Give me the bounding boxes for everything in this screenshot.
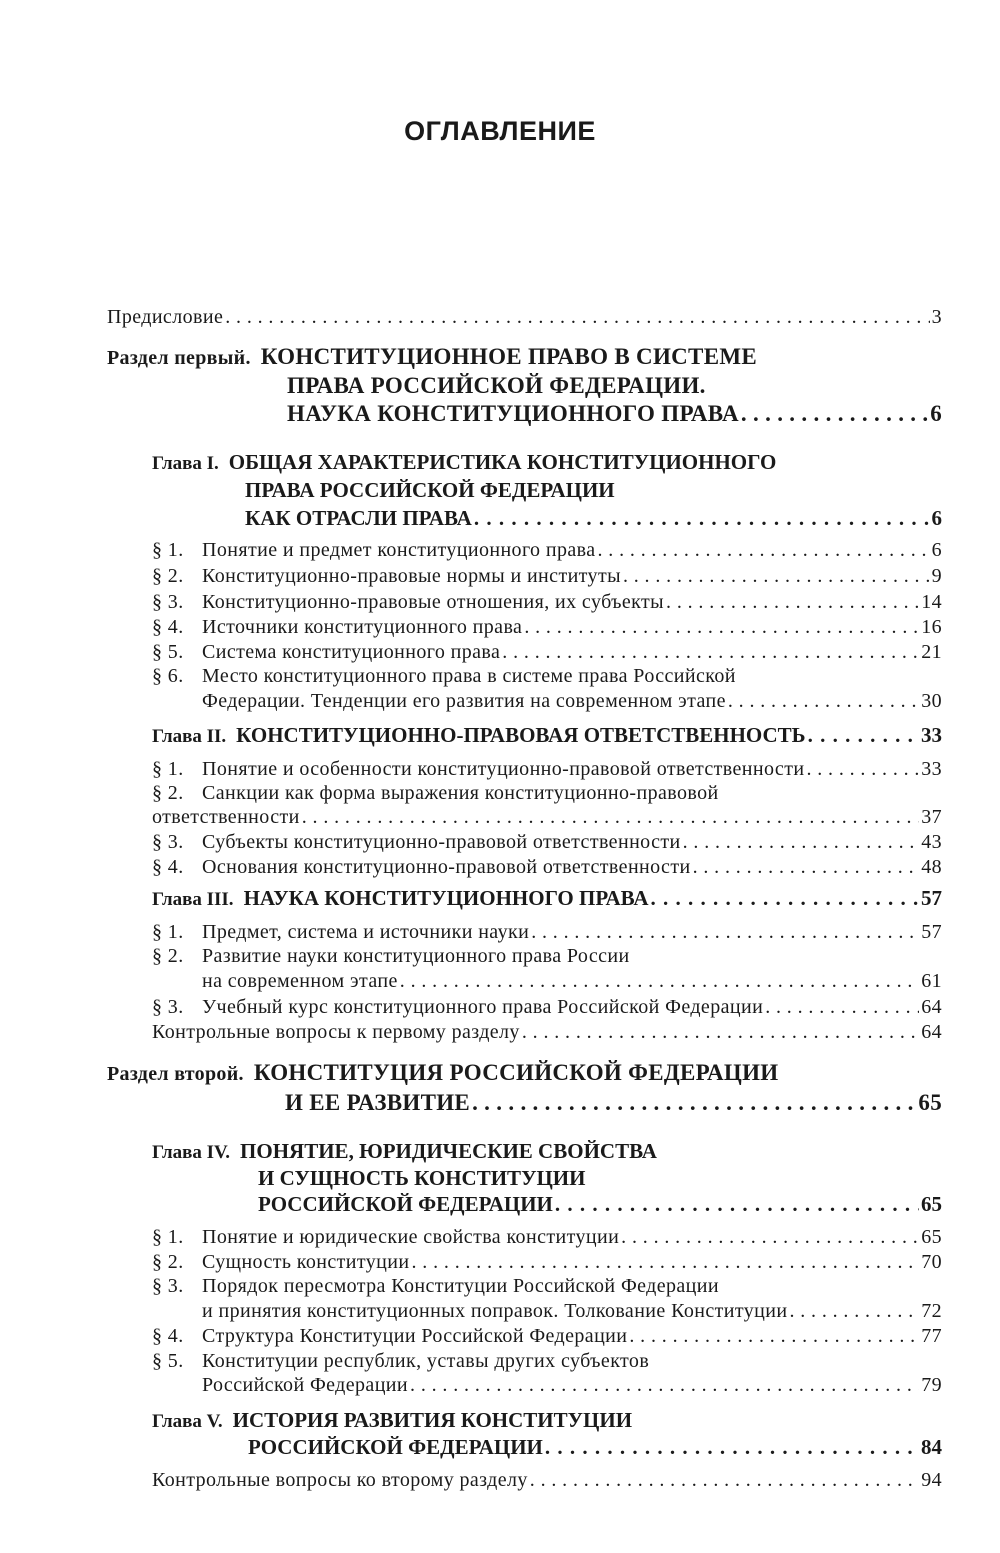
entry-page: 33	[921, 723, 942, 747]
entry-page: 64	[921, 1021, 942, 1043]
entry-page: 72	[921, 1300, 942, 1322]
part-1-heading-line3[interactable]	[287, 401, 942, 427]
section-number: § 2.	[152, 782, 184, 804]
chapter-5-heading-line2[interactable]	[248, 1435, 942, 1460]
entry-label: Контрольные вопросы ко второму разделу	[152, 1469, 528, 1491]
chapter-title-line: КОНСТИТУЦИОННО-ПРАВОВАЯ ОТВЕТСТВЕННОСТЬ	[236, 723, 806, 747]
part-title-line: КОНСТИТУЦИОННОЕ ПРАВО В СИСТЕМЕ	[260, 344, 757, 369]
section-title: Основания конституционно-правовой ответственности	[202, 856, 691, 878]
section-number: § 2.	[152, 565, 184, 587]
section-title: Конституционно-правовые нормы и институты	[202, 565, 621, 587]
leader-dots	[400, 970, 919, 993]
leader-dots	[522, 1021, 919, 1044]
section-number: § 1.	[152, 539, 184, 561]
part-title-line: НАУКА КОНСТИТУЦИОННОГО ПРАВА	[287, 401, 739, 426]
entry-page: 16	[921, 616, 942, 638]
section-title-cont: ответственности	[152, 806, 300, 828]
leader-dots	[225, 306, 929, 329]
section-number: § 2.	[152, 1251, 184, 1273]
entry-page: 79	[921, 1374, 942, 1396]
chapter-prefix: Глава I.	[152, 453, 219, 474]
chapter-title-line: ИСТОРИЯ РАЗВИТИЯ КОНСТИТУЦИИ	[232, 1408, 633, 1432]
chapter-title-line: РОССИЙСКОЙ ФЕДЕРАЦИИ	[258, 1192, 553, 1216]
section-title: Порядок пересмотра Конституции Российской Федерации	[202, 1275, 719, 1297]
section-number: § 4.	[152, 856, 184, 878]
chapter-4-heading-line3[interactable]	[258, 1192, 942, 1217]
toc-entry-preface[interactable]	[107, 306, 942, 329]
toc-entry-section-cont[interactable]	[202, 1300, 942, 1323]
toc-entry-section[interactable]	[152, 1350, 649, 1373]
entry-page: 65	[918, 1090, 942, 1115]
section-title: Структура Конституции Российской Федерации	[202, 1325, 628, 1347]
toc-entry-section-cont[interactable]	[202, 690, 942, 713]
leader-dots	[728, 690, 919, 713]
section-title: Субъекты конституционно-правовой ответственности	[202, 831, 681, 853]
leader-dots	[472, 1090, 916, 1116]
chapter-3-heading[interactable]	[152, 886, 942, 911]
toc-entry-section[interactable]	[152, 1275, 719, 1298]
part-title-line: ПРАВА РОССИЙСКОЙ ФЕДЕРАЦИИ.	[287, 373, 706, 398]
chapter-2-heading[interactable]	[152, 723, 942, 748]
section-title-cont: и принятия конституционных поправок. Толкование Конституции	[202, 1300, 788, 1322]
toc-entry-section[interactable]	[152, 641, 942, 664]
toc-entry-section[interactable]	[152, 996, 942, 1019]
section-number: § 4.	[152, 616, 184, 638]
entry-page: 65	[921, 1192, 942, 1216]
entry-page: 48	[921, 856, 942, 878]
leader-dots	[531, 921, 919, 944]
chapter-title-line: РОССИЙСКОЙ ФЕДЕРАЦИИ	[248, 1435, 543, 1459]
entry-page: 64	[921, 996, 942, 1018]
chapter-1-heading-line2	[245, 478, 615, 503]
section-title-cont: на современном этапе	[202, 970, 398, 992]
leader-dots	[765, 996, 919, 1019]
section-title: Место конституционного права в системе права Российской	[202, 665, 736, 687]
section-title-cont: Федерации. Тенденции его развития на современном этапе	[202, 690, 726, 712]
leader-dots	[524, 616, 919, 639]
section-number: § 1.	[152, 1226, 184, 1248]
toc-entry-questions[interactable]	[152, 1469, 942, 1492]
leader-dots	[555, 1192, 919, 1217]
section-number: § 3.	[152, 591, 184, 613]
section-title: Сущность конституции	[202, 1251, 410, 1273]
section-number: § 6.	[152, 665, 184, 687]
toc-entry-section[interactable]	[152, 1325, 942, 1348]
section-number: § 3.	[152, 1275, 184, 1297]
entry-page: 6	[931, 506, 942, 530]
toc-entry-section[interactable]	[152, 591, 942, 614]
page-title: ОГЛАВЛЕНИЕ	[404, 116, 596, 146]
entry-page: 14	[921, 591, 942, 613]
toc-entry-section[interactable]	[152, 782, 719, 805]
chapter-title-line: КАК ОТРАСЛИ ПРАВА	[245, 506, 472, 530]
entry-page: 9	[931, 565, 942, 587]
entry-page: 30	[921, 690, 942, 712]
section-number: § 3.	[152, 996, 184, 1018]
section-title: Конституции республик, уставы других субъектов	[202, 1350, 650, 1372]
entry-page: 70	[921, 1251, 942, 1273]
section-number: § 1.	[152, 758, 184, 780]
toc-entry-section[interactable]	[152, 856, 942, 879]
toc-entry-section[interactable]	[152, 565, 942, 588]
entry-page: 94	[921, 1469, 942, 1491]
leader-dots	[789, 1300, 919, 1323]
entry-page: 84	[921, 1435, 942, 1459]
chapter-5-heading[interactable]	[152, 1408, 632, 1433]
chapter-1-heading-line3[interactable]	[245, 506, 942, 531]
entry-label: Контрольные вопросы к первому разделу	[152, 1021, 520, 1043]
part-2-heading-line2[interactable]	[285, 1090, 942, 1116]
chapter-title-line: И СУЩНОСТЬ КОНСТИТУЦИИ	[258, 1166, 586, 1190]
leader-dots	[693, 856, 920, 879]
chapter-4-heading[interactable]	[152, 1139, 657, 1164]
leader-dots	[545, 1435, 919, 1460]
entry-page: 43	[921, 831, 942, 853]
entry-label: Предисловие	[107, 306, 224, 328]
leader-dots	[629, 1325, 919, 1348]
toc-entry-section[interactable]	[152, 539, 942, 562]
leader-dots	[651, 886, 920, 911]
section-number: § 4.	[152, 1325, 184, 1347]
entry-page: 21	[921, 641, 942, 663]
entry-page: 3	[931, 306, 942, 328]
leader-dots	[806, 758, 919, 781]
entry-page: 57	[921, 886, 942, 910]
section-title: Конституционно-правовые отношения, их субъекты	[202, 591, 665, 613]
part-1-heading-line2	[287, 373, 706, 399]
part-prefix: Раздел первый.	[107, 347, 251, 369]
chapter-prefix: Глава II.	[152, 726, 227, 747]
leader-dots	[530, 1469, 919, 1492]
leader-dots	[741, 401, 928, 427]
toc-entry-questions[interactable]	[152, 1021, 942, 1044]
toc-entry-section[interactable]	[152, 1251, 942, 1274]
section-number: § 5.	[152, 1350, 184, 1372]
section-title: Понятие и особенности конституционно-правовой ответственности	[202, 758, 805, 780]
leader-dots	[410, 1374, 919, 1397]
toc-entry-section[interactable]	[152, 831, 942, 854]
section-title: Система конституционного права	[202, 641, 501, 663]
toc-entry-section-cont[interactable]	[202, 970, 942, 993]
section-title: Понятие и юридические свойства конституции	[202, 1226, 620, 1248]
entry-page: 6	[930, 401, 942, 426]
section-title-cont: Российской Федерации	[202, 1374, 409, 1396]
toc-entry-section[interactable]	[152, 665, 736, 688]
leader-dots	[808, 723, 919, 748]
part-1-heading[interactable]	[107, 344, 757, 370]
section-number: § 3.	[152, 831, 184, 853]
part-2-heading[interactable]	[107, 1060, 779, 1086]
chapter-prefix: Глава V.	[152, 1411, 223, 1432]
section-title: Санкции как форма выражения конституционно-правовой	[202, 782, 719, 804]
chapter-prefix: Глава III.	[152, 889, 234, 910]
toc-entry-section[interactable]	[152, 921, 942, 944]
section-title: Источники конституционного права	[202, 616, 523, 638]
entry-page: 37	[921, 806, 942, 828]
entry-page: 77	[921, 1325, 942, 1347]
chapter-title-line: ОБЩАЯ ХАРАКТЕРИСТИКА КОНСТИТУЦИОННОГО	[228, 450, 777, 474]
leader-dots	[683, 831, 920, 854]
section-number: § 2.	[152, 945, 184, 967]
section-number: § 1.	[152, 921, 184, 943]
chapter-prefix: Глава IV.	[152, 1142, 231, 1163]
entry-page: 57	[921, 921, 942, 943]
chapter-1-heading[interactable]	[152, 450, 776, 475]
chapter-4-heading-line2	[258, 1166, 585, 1191]
leader-dots	[502, 641, 919, 664]
leader-dots	[623, 565, 930, 588]
toc-entry-section[interactable]	[152, 758, 942, 781]
toc-entry-section-cont[interactable]	[152, 806, 942, 829]
entry-page: 65	[921, 1226, 942, 1248]
chapter-title-line: ПОНЯТИЕ, ЮРИДИЧЕСКИЕ СВОЙСТВА	[240, 1139, 657, 1163]
section-title: Учебный курс конституционного права Российской Федерации	[202, 996, 764, 1018]
part-title-line: КОНСТИТУЦИЯ РОССИЙСКОЙ ФЕДЕРАЦИИ	[253, 1060, 779, 1085]
entry-page: 33	[921, 758, 942, 780]
toc-entry-section[interactable]	[152, 1226, 942, 1249]
toc-entry-section[interactable]	[152, 945, 630, 968]
chapter-title-line: НАУКА КОНСТИТУЦИОННОГО ПРАВА	[243, 886, 649, 910]
part-title-line: И ЕЕ РАЗВИТИЕ	[285, 1090, 471, 1115]
entry-page: 61	[921, 970, 942, 992]
leader-dots	[474, 506, 930, 531]
chapter-title-line: ПРАВА РОССИЙСКОЙ ФЕДЕРАЦИИ	[245, 478, 615, 502]
leader-dots	[621, 1226, 919, 1249]
section-title: Предмет, система и источники науки	[202, 921, 530, 943]
section-number: § 5.	[152, 641, 184, 663]
leader-dots	[598, 539, 930, 562]
toc-entry-section-cont[interactable]	[202, 1374, 942, 1397]
section-title: Развитие науки конституционного права России	[202, 945, 630, 967]
leader-dots	[302, 806, 919, 829]
part-prefix: Раздел второй.	[107, 1063, 244, 1085]
entry-page: 6	[931, 539, 942, 561]
toc-entry-section[interactable]	[152, 616, 942, 639]
leader-dots	[412, 1251, 920, 1274]
section-title: Понятие и предмет конституционного права	[202, 539, 596, 561]
leader-dots	[666, 591, 919, 614]
